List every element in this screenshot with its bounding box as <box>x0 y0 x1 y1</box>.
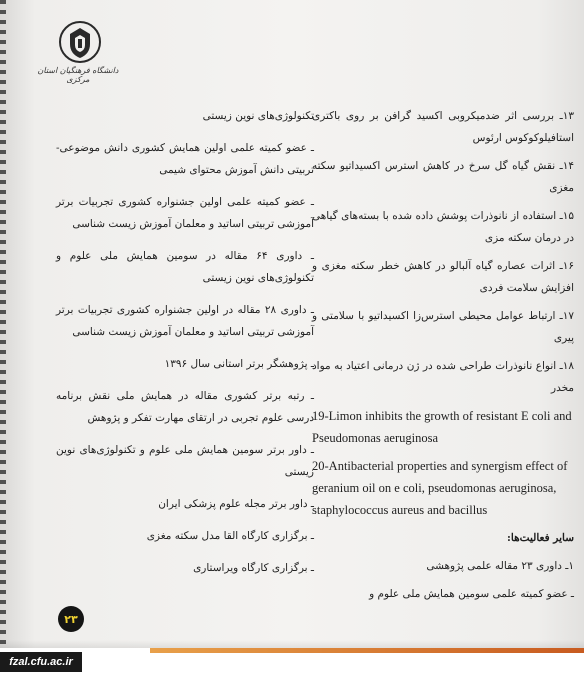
university-emblem-icon <box>58 20 102 64</box>
binding-edge <box>0 0 6 648</box>
list-item: ـ عضو کمیته علمی سومین همایش ملی علوم و <box>369 588 574 600</box>
list-item: ۱۳ـ بررسی اثر ضدمیکروبی اکسید گرافن بر روی باکتری استافیلوکوکوس ارئوس <box>312 110 574 144</box>
site-watermark: fzal.cfu.ac.ir <box>0 652 82 672</box>
footer-stripe <box>150 648 584 653</box>
list-item: ۱۴ـ نقش گیاه گل سرخ در کاهش استرس اکسیداتیو سکته مغزی <box>312 160 574 194</box>
logo-caption: دانشگاه فرهنگیان استان مرکزی <box>37 66 119 84</box>
list-item: ـ رتبه برتر کشوری مقاله در همایش ملی نقش برنامه درسی علوم تجربی در ارتقای مهارت تفکر و پژوهش <box>56 390 314 424</box>
list-item: ۱۶ـ اثرات عصاره گیاه آلبالو در کاهش خطر سکته مغزی و افزایش سلامت فردی <box>312 260 574 294</box>
list-item: تکنولوژی‌های نوین زیستی <box>202 110 314 122</box>
list-item: ـ برگزاری کارگاه القا مدل سکته مغزی <box>146 530 314 542</box>
list-item: ـ داوری ۶۴ مقاله در سومین همایش ملی علوم و تکنولوژی‌های نوین زیستی <box>56 250 314 284</box>
list-item: ـ برگزاری کارگاه ویراستاری <box>193 562 314 574</box>
right-column <box>312 105 574 611</box>
list-item: ـ داور برتر مجله علوم پزشکی ایران <box>158 498 314 510</box>
page-number: ۲۳ <box>58 606 84 632</box>
section-heading: سایر فعالیت‌ها: <box>507 532 574 544</box>
english-list-item: 19-Limon inhibits the growth of resistant E coli and Pseudomonas aeruginosa <box>312 409 572 445</box>
list-item: ۱۸ـ انواع نانوذرات طراحی شده در ژن درمانی اعتیاد به مواد مخدر <box>312 360 574 394</box>
list-item: ـ داوری ۲۸ مقاله در اولین جشنواره کشوری تجربیات برتر آموزشی تربیتی اساتید و معلمان آموزش زیست شناسی <box>56 304 314 338</box>
list-item: ـ عضو کمیته علمی اولین همایش کشوری دانش موضوعی- تربیتی دانش آموزش محتوای شیمی <box>56 142 314 176</box>
list-item: ـ پژوهشگر برتر استانی سال ۱۳۹۶ <box>164 358 314 370</box>
list-item: ۱ـ داوری ۲۳ مقاله علمی پژوهشی <box>426 560 574 572</box>
list-item: ۱۵ـ استفاده از نانوذرات پوشش داده شده با بسته‌های گیاهی در درمان سکته مزی <box>312 210 574 244</box>
page-bottom-shadow <box>0 640 584 648</box>
university-logo <box>28 20 128 84</box>
left-column <box>56 105 314 589</box>
list-item: ـ عضو کمیته علمی اولین جشنواره کشوری تجربیات برتر آموزشی تربیتی اساتید و معلمان آموزش زیست شناسی <box>56 196 314 230</box>
english-list-item: 20-Antibacterial properties and synergism effect of geranium oil on e coli, pseudomonas aeruginosa, staphylococcus aureus and bacillus <box>312 459 568 517</box>
list-item: ـ داور برتر سومین همایش ملی علوم و تکنولوژی‌های نوین زیستی <box>56 444 314 478</box>
list-item: ۱۷ـ ارتباط عوامل محیطی استرس‌زا اکسیداتیو با سلامتی و پیری <box>312 310 574 344</box>
